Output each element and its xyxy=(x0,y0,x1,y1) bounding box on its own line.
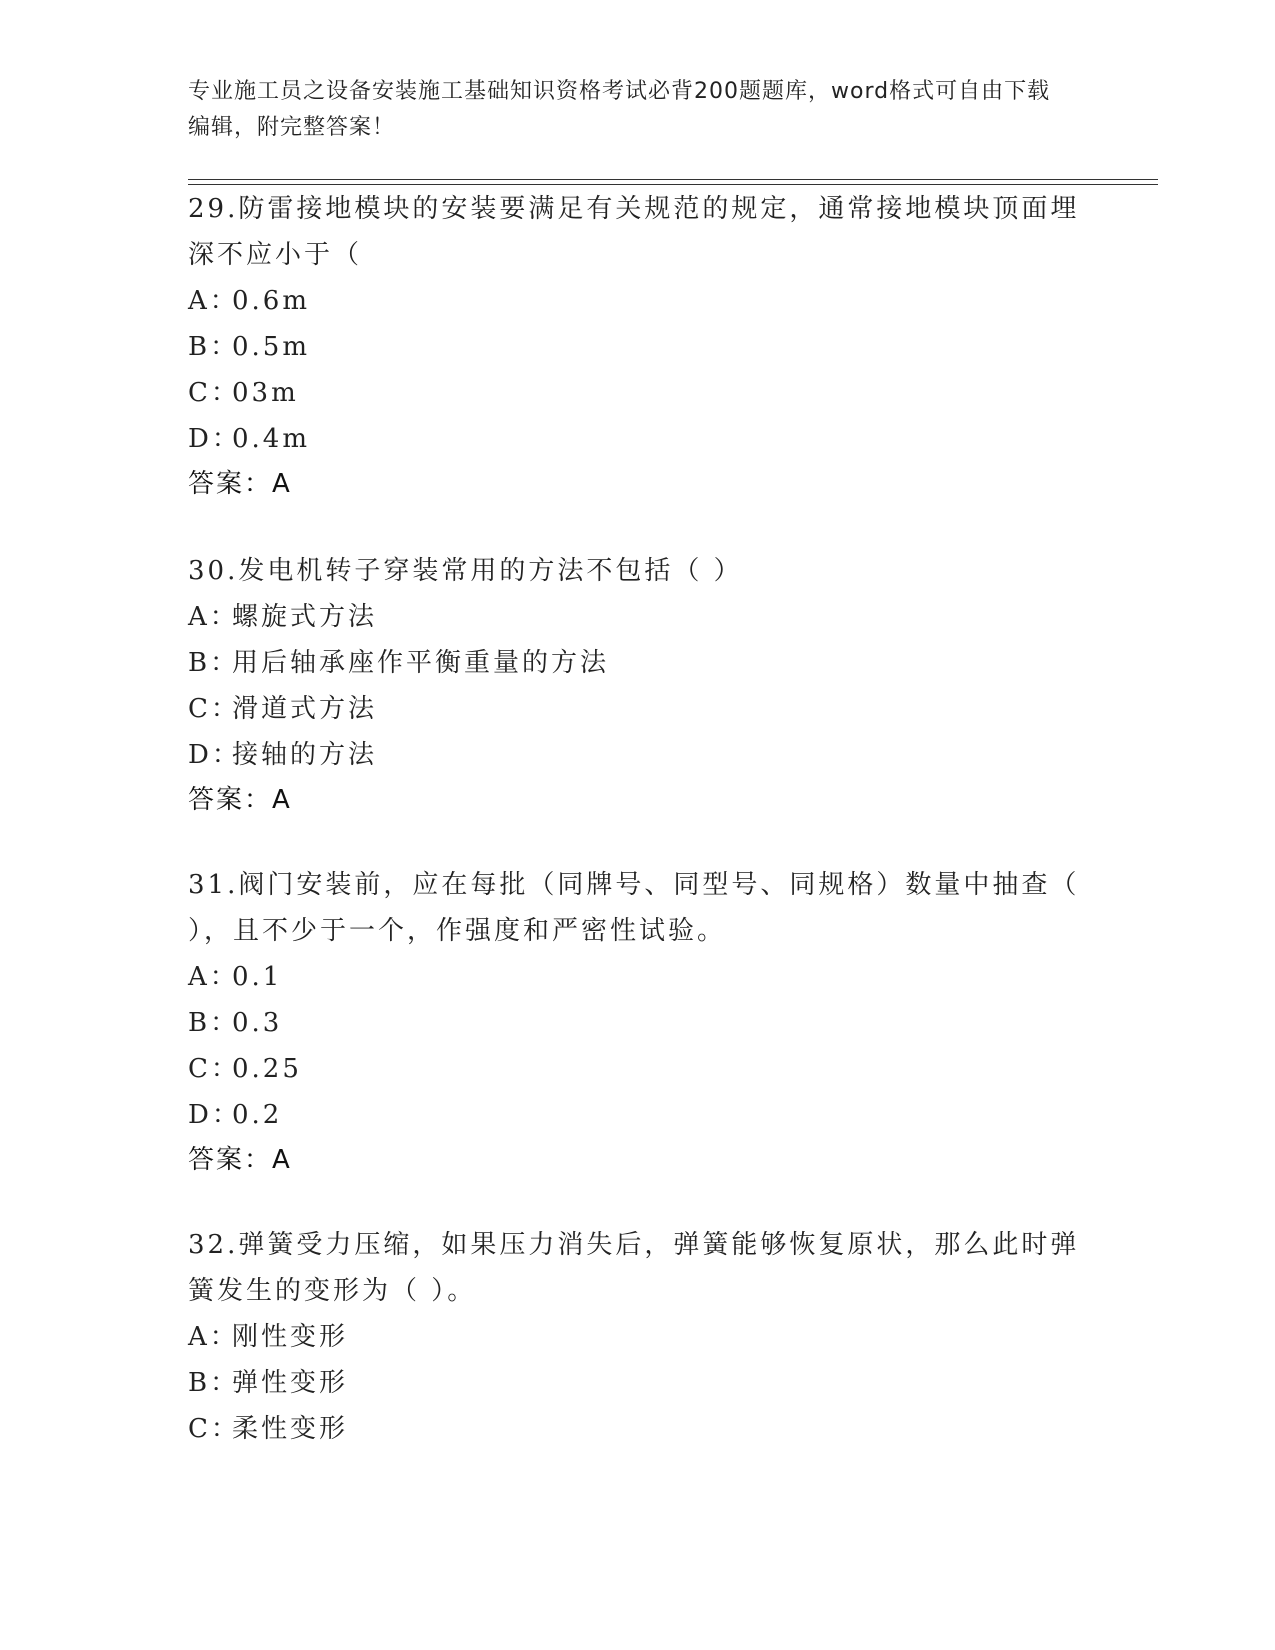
option-text: 弹性变形 xyxy=(232,1368,349,1398)
question-stem: 32.弹簧受力压缩，如果压力消失后，弹簧能够恢复原状，那么此时弹簧发生的变形为（ ）。 xyxy=(188,1230,1080,1306)
question-29 xyxy=(188,186,1088,506)
option-text: 接轴的方法 xyxy=(232,740,378,770)
option-text: 0.4m xyxy=(232,424,311,454)
answer-line: 答案：A xyxy=(188,469,292,499)
option-text: 0.5m xyxy=(232,332,311,362)
option-label: C： xyxy=(188,1414,240,1444)
option-d xyxy=(188,1092,1088,1138)
option-label: A： xyxy=(188,962,239,992)
option-b xyxy=(188,640,1088,686)
question-stem: 31.阀门安装前，应在每批（同牌号、同型号、同规格）数量中抽查（ ），且不少于一个，作强度和严密性试验。 xyxy=(188,870,1080,946)
option-text: 滑道式方法 xyxy=(232,694,378,724)
option-label: D： xyxy=(188,424,241,454)
option-d xyxy=(188,732,1088,778)
option-text: 0.25 xyxy=(232,1054,302,1084)
option-text: 螺旋式方法 xyxy=(232,602,378,632)
option-c xyxy=(188,1046,1088,1092)
option-label: A： xyxy=(188,1322,239,1352)
option-text: 用后轴承座作平衡重量的方法 xyxy=(232,648,610,678)
question-stem: 30.发电机转子穿装常用的方法不包括（ ） xyxy=(188,556,743,586)
option-c xyxy=(188,370,1088,416)
question-32 xyxy=(188,1222,1088,1452)
document-header: 专业施工员之设备安装施工基础知识资格考试必背200题题库，word格式可自由下载编辑，附完整答案！ xyxy=(188,79,1051,140)
option-text: 0.1 xyxy=(232,962,283,992)
option-label: A： xyxy=(188,286,239,316)
option-c xyxy=(188,1406,1088,1452)
answer-line: 答案：A xyxy=(188,785,292,815)
option-label: A： xyxy=(188,602,239,632)
option-label: D： xyxy=(188,740,241,770)
option-label: C： xyxy=(188,694,240,724)
option-text: 刚性变形 xyxy=(232,1322,349,1352)
option-a xyxy=(188,278,1088,324)
option-text: 0.6m xyxy=(232,286,311,316)
option-b xyxy=(188,1000,1088,1046)
option-label: B： xyxy=(188,1368,240,1398)
option-text: 03m xyxy=(232,378,299,408)
option-label: B： xyxy=(188,1008,240,1038)
header-divider-bottom xyxy=(188,184,1158,185)
option-label: B： xyxy=(188,332,240,362)
option-a xyxy=(188,1314,1088,1360)
option-label: C： xyxy=(188,378,240,408)
header-divider-top xyxy=(188,179,1158,180)
answer-line: 答案：A xyxy=(188,1145,292,1175)
question-30 xyxy=(188,548,1088,822)
option-b xyxy=(188,324,1088,370)
option-label: C： xyxy=(188,1054,240,1084)
question-stem: 29.防雷接地模块的安装要满足有关规范的规定，通常接地模块顶面埋深不应小于（ xyxy=(188,194,1080,270)
option-a xyxy=(188,594,1088,640)
option-c xyxy=(188,686,1088,732)
option-a xyxy=(188,954,1088,1000)
option-label: B： xyxy=(188,648,240,678)
option-text: 0.2 xyxy=(232,1100,283,1130)
option-label: D： xyxy=(188,1100,241,1130)
option-b xyxy=(188,1360,1088,1406)
option-text: 柔性变形 xyxy=(232,1414,349,1444)
option-d xyxy=(188,416,1088,462)
option-text: 0.3 xyxy=(232,1008,283,1038)
question-31 xyxy=(188,862,1088,1182)
